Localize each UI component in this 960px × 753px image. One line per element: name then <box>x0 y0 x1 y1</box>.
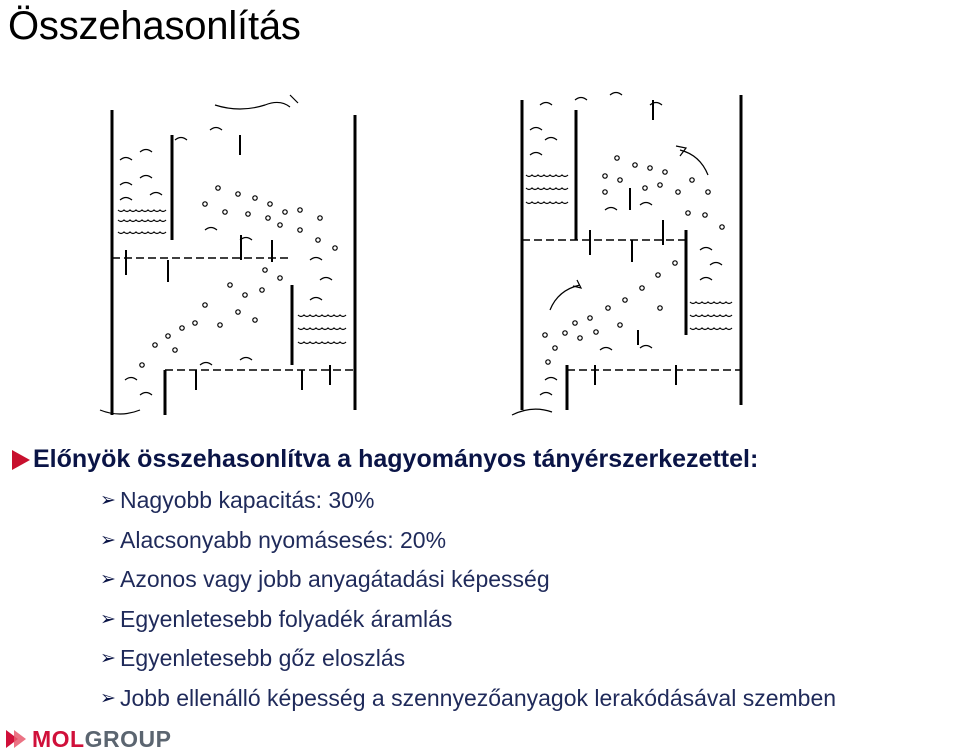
list-item <box>100 486 836 526</box>
red-triangle-arrow-icon <box>12 450 30 470</box>
list-item <box>100 526 836 566</box>
list-item-text: Alacsonyabb nyomásesés: 20% <box>120 526 447 553</box>
list-item-text: Egyenletesebb folyadék áramlás <box>120 605 453 632</box>
mol-group-logo <box>4 727 171 751</box>
list-item <box>100 684 836 724</box>
list-item <box>100 565 836 605</box>
page-title: Összehasonlítás <box>8 4 301 48</box>
chevron-arrow-icon: ➢ <box>100 528 116 551</box>
list-item <box>100 644 836 684</box>
advantages-list <box>100 486 836 723</box>
conventional-tray-diagram <box>100 95 355 415</box>
chevron-arrow-icon: ➢ <box>100 568 116 590</box>
chevron-arrow-icon: ➢ <box>100 686 116 709</box>
proposed-tray-diagram <box>512 93 741 416</box>
chevron-arrow-icon: ➢ <box>100 607 116 630</box>
list-item-text: Azonos vagy jobb anyagátadási képesség <box>120 566 550 592</box>
logo-mol-text: MOL <box>32 725 85 752</box>
logo-group-text: GROUP <box>84 725 172 752</box>
chevron-arrow-icon: ➢ <box>100 489 116 511</box>
advantages-heading-text: Előnyök összehasonlítva a hagyományos tányérszerkezettel: <box>33 445 759 473</box>
advantages-heading <box>12 445 758 474</box>
mol-logo-icon <box>4 728 32 750</box>
tray-comparison-diagrams <box>0 80 960 425</box>
chevron-arrow-icon: ➢ <box>100 647 116 669</box>
list-item-text: Egyenletesebb gőz eloszlás <box>120 645 406 671</box>
list-item-text: Nagyobb kapacitás: 30% <box>120 487 375 513</box>
list-item <box>100 605 836 645</box>
list-item-text: Jobb ellenálló képesség a szennyezőanyagok lerakódásával szemben <box>120 684 837 711</box>
